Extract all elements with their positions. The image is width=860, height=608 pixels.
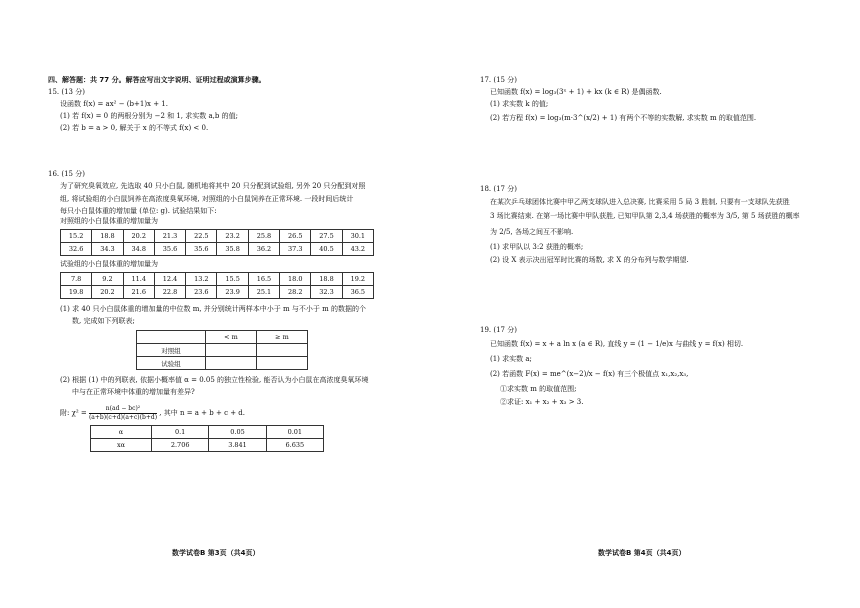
table-cell: 36.2 <box>248 243 279 256</box>
table-cell: 18.0 <box>280 273 311 286</box>
formula-fraction <box>89 405 157 422</box>
q18-head: 18. (17 分) <box>480 185 517 193</box>
formula-denominator: (a+b)(c+d)(a+c)(b+d) <box>88 413 158 421</box>
table-cell: 40.5 <box>311 243 342 256</box>
formula-prefix: 附: χ² = <box>60 409 87 417</box>
table-cell: 15.5 <box>217 273 248 286</box>
table-cell: 12.4 <box>154 273 185 286</box>
q18-line2: 3 场比赛结束. 在第一场比赛中甲队获胜, 已知甲队第 2,3,4 场获胜的概率为 3/5, 第 5 场获胜的概率 <box>490 212 800 220</box>
table-cell: 34.8 <box>123 243 154 256</box>
table-cell: 0.01 <box>266 426 323 439</box>
q16-p2: 组, 将试验组的小白鼠饲养在高浓度臭氧环境, 对照组的小白鼠饲养在正常环境. 一段时间后统计 <box>60 195 354 203</box>
table-cell <box>257 357 308 370</box>
table-cell: 0.1 <box>152 426 209 439</box>
right-page <box>430 0 860 608</box>
table-cell: 43.2 <box>342 243 373 256</box>
table-cell: 21.3 <box>154 230 185 243</box>
q18-line3: 为 2/5, 各场之间互不影响. <box>490 228 574 236</box>
table-cell: 11.4 <box>123 273 154 286</box>
table-cell: < m <box>206 331 257 344</box>
table-cell: 35.6 <box>186 243 217 256</box>
table-cell: 19.2 <box>342 273 373 286</box>
q16-p1: 为了研究臭氧效应, 先选取 40 只小白鼠, 随机地将其中 20 只分配到试验组, 另外 20 只分配到对照 <box>60 182 366 190</box>
table-cell <box>137 331 206 344</box>
table-cell: 16.5 <box>248 273 279 286</box>
table-cell: 7.8 <box>61 273 92 286</box>
chi-square-formula <box>60 404 245 422</box>
table-cell: 34.3 <box>92 243 123 256</box>
q16-part1-b: 数, 完成如下列联表; <box>72 317 135 325</box>
table-cell: 18.8 <box>311 273 342 286</box>
q16-part1-a: (1) 求 40 只小白鼠体重的增加量的中位数 m, 并分别统计两样本中小于 m 与不小于 m 的数据的个 <box>60 305 366 313</box>
control-table <box>60 229 374 256</box>
table-cell: 23.6 <box>186 286 217 299</box>
critical-value-table <box>90 425 324 452</box>
table-row <box>61 230 374 243</box>
table-cell: 20.2 <box>123 230 154 243</box>
section-header: 四、解答题：共 77 分。解答应写出文字说明、证明过程或演算步骤。 <box>48 76 266 84</box>
control-caption: 对照组的小白鼠体重的增加量为 <box>60 217 158 225</box>
table-cell: 21.6 <box>123 286 154 299</box>
page-footer-left: 数学试卷B 第3页（共4页） <box>172 549 260 557</box>
exp-caption: 试验组的小白鼠体重的增加量为 <box>60 260 158 268</box>
q18-line4: (1) 求甲队以 3:2 获胜的概率; <box>490 243 584 251</box>
table-cell: 18.8 <box>92 230 123 243</box>
table-cell: α <box>91 426 152 439</box>
table-cell: 22.5 <box>186 230 217 243</box>
q17-line2: (1) 求实数 k 的值; <box>490 100 549 108</box>
table-cell: 15.2 <box>61 230 92 243</box>
table-cell: 25.8 <box>248 230 279 243</box>
table-cell: 2.706 <box>152 439 209 452</box>
q19-line4: ①求实数 m 的取值范围; <box>500 385 577 393</box>
q19-line3: (2) 若函数 F(x) = me^(x−2)/x − f(x) 有三个极值点 x₁,x₂,x₃, <box>490 370 689 378</box>
table-cell: 37.3 <box>280 243 311 256</box>
q16-p3: 每只小白鼠体重的增加量 (单位: g). 试验结果如下: <box>60 207 217 215</box>
table-cell: 试验组 <box>137 357 206 370</box>
table-cell: 27.5 <box>311 230 342 243</box>
table-cell: 3.841 <box>209 439 266 452</box>
table-row <box>91 426 324 439</box>
table-row <box>137 357 308 370</box>
table-cell: 9.2 <box>92 273 123 286</box>
experiment-table <box>60 272 374 299</box>
table-cell: 23.2 <box>217 230 248 243</box>
table-cell: 36.5 <box>342 286 373 299</box>
table-row <box>137 344 308 357</box>
q17-head: 17. (15 分) <box>480 76 517 84</box>
contingency-table <box>136 330 308 370</box>
q19-line5: ②求证: x₁ + x₂ + x₃ > 3. <box>500 398 584 406</box>
table-cell: ≥ m <box>257 331 308 344</box>
table-cell: 28.2 <box>280 286 311 299</box>
table-cell: 32.3 <box>311 286 342 299</box>
page-footer-right: 数学试卷B 第4页（共4页） <box>598 549 686 557</box>
q19-line1: 已知函数 f(x) = x + a ln x (a ∈ R), 直线 y = (1 − 1/e)x 与曲线 y = f(x) 相切. <box>490 340 744 348</box>
table-cell <box>206 357 257 370</box>
q17-line3: (2) 若方程 f(x) = log₃(m·3^(x/2) + 1) 有两个不等的实数解, 求实数 m 的取值范围. <box>490 114 757 122</box>
table-cell: 0.05 <box>209 426 266 439</box>
table-cell <box>206 344 257 357</box>
q16-part2-a: (2) 根据 (1) 中的列联表, 依据小概率值 α = 0.05 的独立性检验, 能否认为小白鼠在高浓度臭氧环境 <box>60 376 369 384</box>
q16-head: 16. (15 分) <box>48 170 85 178</box>
table-cell: 13.2 <box>186 273 217 286</box>
table-cell: xα <box>91 439 152 452</box>
table-cell: 35.8 <box>217 243 248 256</box>
table-row <box>137 331 308 344</box>
table-cell: 20.2 <box>92 286 123 299</box>
table-cell: 32.6 <box>61 243 92 256</box>
q15-line1: 设函数 f(x) = ax² − (b+1)x + 1. <box>60 100 168 108</box>
q17-line1: 已知函数 f(x) = log₃(3ˣ + 1) + kx (k ∈ R) 是偶函数. <box>490 88 662 96</box>
table-row <box>61 286 374 299</box>
q15-line3: (2) 若 b = a > 0, 解关于 x 的不等式 f(x) < 0. <box>60 124 209 132</box>
table-cell: 26.5 <box>280 230 311 243</box>
q18-line1: 在某次乒乓球团体比赛中甲乙两支球队进入总决赛, 比赛采用 5 局 3 胜制, 只要有一支球队先获胜 <box>490 198 790 206</box>
table-row <box>61 273 374 286</box>
table-cell: 19.8 <box>61 286 92 299</box>
table-cell: 对照组 <box>137 344 206 357</box>
q16-part2-b: 中与在正常环境中体重的增加量有差异? <box>72 388 195 396</box>
table-row <box>91 439 324 452</box>
table-cell: 23.9 <box>217 286 248 299</box>
q19-head: 19. (17 分) <box>480 326 517 334</box>
table-cell: 25.1 <box>248 286 279 299</box>
table-row <box>61 243 374 256</box>
table-cell: 30.1 <box>342 230 373 243</box>
q15-line2: (1) 若 f(x) = 0 的两根分别为 −2 和 1, 求实数 a,b 的值; <box>60 112 238 120</box>
table-cell: 22.8 <box>154 286 185 299</box>
q18-line5: (2) 设 X 表示决出冠军时比赛的场数, 求 X 的分布列与数学期望. <box>490 256 689 264</box>
table-cell: 35.6 <box>154 243 185 256</box>
table-cell <box>257 344 308 357</box>
q19-line2: (1) 求实数 a; <box>490 355 532 363</box>
formula-suffix: , 其中 n = a + b + c + d. <box>159 409 246 417</box>
q15-head: 15. (13 分) <box>48 88 85 96</box>
table-cell: 6.635 <box>266 439 323 452</box>
formula-numerator: n(ad − bc)² <box>89 405 157 414</box>
